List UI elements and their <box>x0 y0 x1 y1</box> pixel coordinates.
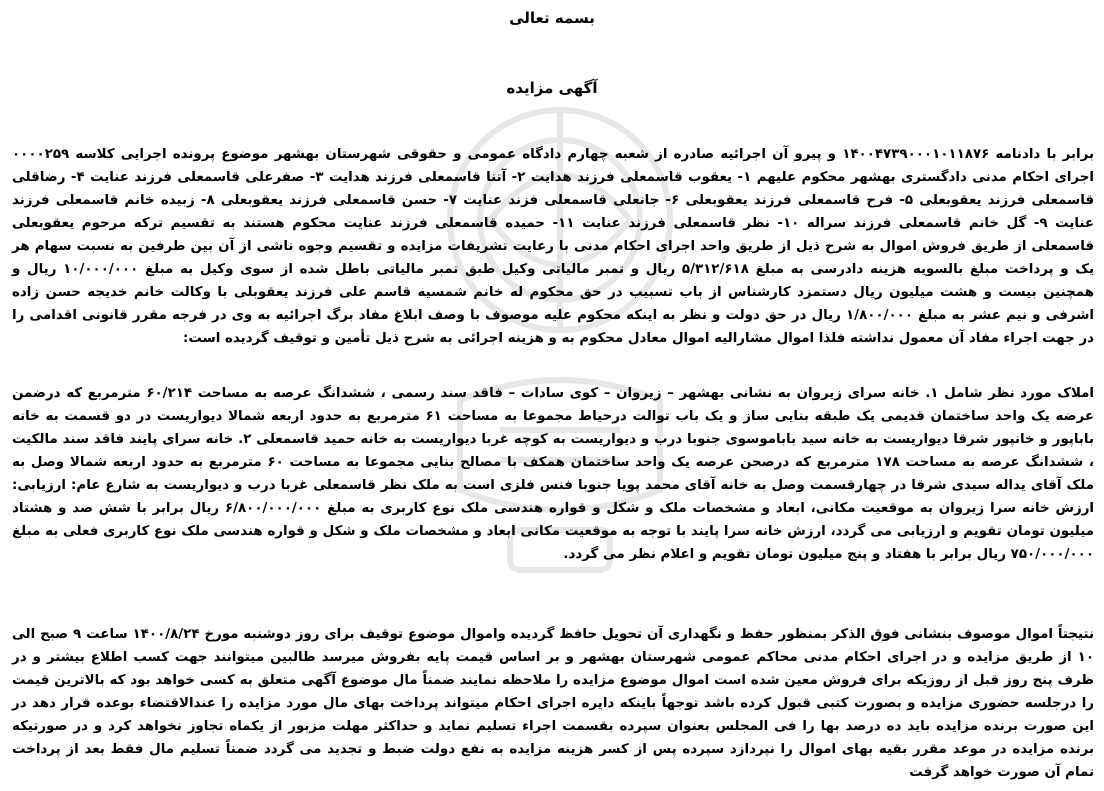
page-title: آگهی مزایده <box>506 79 598 97</box>
intro-paragraph: برابر با دادنامه ۱۴۰۰۴۷۳۹۰۰۰۱۰۱۱۸۷۶ و پیرو آن اجرائیه صادره از شعبه چهارم دادگاه عمومی و حقوقی شهرستان بهشهر موضوع پرونده اجرایی کلاسه ۰۰۰۰۲۵۹ اجرای احکام مدنی دادگستری بهشهر محکوم علیهم ۱- یعقوب قاسمعلی فرزند هدایت ۲- آتنا قاسمعلی فرزند هدایت ۳- صفرعلی قاسمعلی فرزند عنایت ۴- رضاقلی قاسمعلی فرزند یعقوبعلی ۵- فرح قاسمعلی فرزند یعقوبعلی ۶- جانعلی قاسمعلی فزند عنایت ۷- حسن قاسمعلی فرزند یعقوبعلی ۸- زبیده خانم قاسمعلی فرزند عنایت ۹- گل خانم قاسمعلی فرزند سراله ۱۰- نظر قاسمعلی فرزند عنایت ۱۱- حمیده قاسمعلی فرزند عنایت محکوم هستند به تقسیم ترکه مرحوم یعقوبعلی قاسمعلی از طریق فروش اموال به شرح ذیل از طریق واحد اجرای احکام مدنی با رعایت تشریفات مزایده و تقسیم وجوه ناشی از آن بین طرفین به نسبت سهام هر یک و پرداخت مبلغ بالسویه هزینه دادرسی به مبلغ ۵/۳۱۲/۶۱۸ ریال و تمبر مالیاتی وکیل طبق تمبر مالیاتی باطل شده از سوی وکیل به مبلغ ۱۰/۰۰۰/۰۰۰ ریال و همچنین بیست و هشت میلیون ریال دستمزد کارشناس از باب تسبیب در حق محکوم له خانم شمسیه قاسم علی فرزند یعقوبلی با وکالت خانم خدیجه حسن زاده اشرفی و نیم عشر به مبلغ ۱/۸۰۰/۰۰۰ ریال در حق دولت و نظر به اینکه محکوم علیه موصوف با وصف ابلاغ مفاد برگ اجرائیه به وی در فرجه مقرر قانونی اقدامی را در جهت اجراء مفاد آن معمول نداشته فلذا اموال مشارالیه اموال معادل محکوم به و هزینه اجرائی به شرح ذیل تأمین و توقیف گردیده است: <box>12 147 1095 346</box>
auction-terms-paragraph: نتیجتاً اموال موصوف بنشانی فوق الذکر بمنظور حفظ و نگهداری آن تحویل حافظ گردیده واموال موضوع توقیف برای روز دوشنبه مورخ ۱۴۰۰/۸/۲۴ ساعت ۹ صبح الی ۱۰ از طریق مزایده و در اجرای احکام مدنی محاکم عمومی شهرستان بهشهر و بر اساس قیمت پایه بفروش میرسد طالبین میتوانند جهت کسب اطلاع بیشتر و در ظرف پنج روز قبل از روزیکه برای فروش معین شده است اموال موضوع مزایده را ملاحظه نمایند ضمناً مال موضوع آگهی متعلق به کسی خواهد بود که بالاترین قیمت را درجلسه حضوری مزایده و بصورت کتبی قبول کرده باشد توجهاً باینکه دایره اجرای احکام میتواند پرداخت بهای مال مورد مزایده را عندالاقتضاء بوعده قرار دهد در این صورت برنده مزایده باید ده درصد بها را فی المجلس بعنوان سپرده بقسمت اجراء تسلیم نماید و حداکثر مهلت مزبور از یکماه تجاوز نخواهد کرد و در صورتیکه برنده مزایده در موعد مقرر بقیه بهای اموال را نپردازد سپرده پس از کسر هزینه مزایده به نفع دولت ضبط و تجدید می گردد ضمناً تسلیم مال فقط بعد از پرداخت تمام آن صورت خواهد گرفت <box>12 627 1095 780</box>
basmala-heading: بسمه تعالی <box>509 9 595 27</box>
property-paragraph: املاک مورد نظر شامل ۱. خانه سرای زیروان به نشانی بهشهر – زیروان – کوی سادات – فاقد سند رسمی ، ششدانگ عرصه به مساحت ۶۰/۲۱۴ مترمربع که درضمن عرضه یک واحد ساختمان قدیمی یک طبقه بنایی ساز و یک باب توالت درحیاط مجموعا به مساحت ۶۱ مترمربع به حدود اربعه شمالا دیواریست در دو قسمت به خانه باباپور و خانپور شرقا دیواریست به خانه سید باباموسوی جنوبا درب و دیواریست به کوچه غربا دیواریست به خانه حمید قاسمعلی ۲. خانه سرای پایند فاقد سند مالکیت ، ششدانگ عرصه به مساحت ۱۷۸ مترمربع که درصحن عرصه یک واحد ساختمان همکف با مصالح بنایی مجموعا به مساحت ۶۰ مترمربع به حدود اربعه شمالا وصل به ملک آقای یداله سیدی شرقا در چهارقسمت وصل به خانه آقای محمد پویا جنوبا فنس فلزی است به ملک نظر قاسمعلی غربا درب و دیواریست به شارع عام: ارزیابی: ارزش خانه سرا زیروان به موقعیت مکانی، ابعاد و مشخصات ملک و شکل و قواره هندسی ملک نوع کاربری به مبلغ ۶/۸۰۰/۰۰۰/۰۰۰ ریال برابر با شش صد و هشتاد میلیون تومان تقویم و ارزیابی می گردد، ارزش خانه سرا پایند با توجه به موقعیت مکانی ابعاد و مشخصات ملک و شکل و قواره هندسی ملک نوع کاربری فعلی به مبلغ ۷۵۰/۰۰۰/۰۰۰ ریال برابر با هفتاد و پنج میلیون تومان تقویم و اعلام نظر می گردد. <box>12 386 1094 562</box>
